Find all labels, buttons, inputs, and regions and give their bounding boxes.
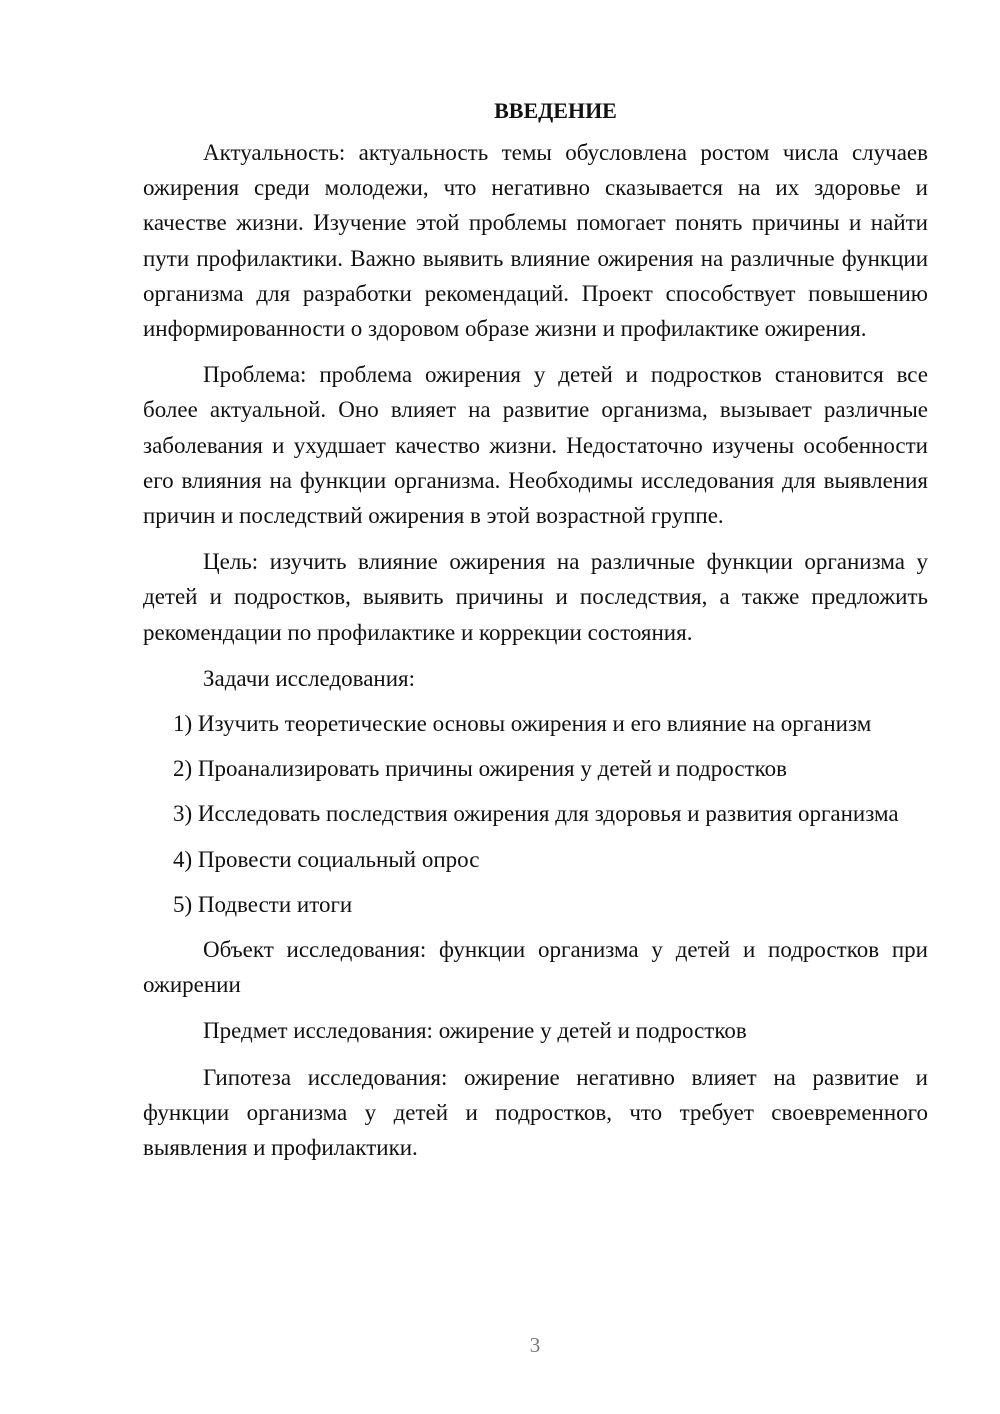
- paragraph-tasks-heading: Задачи исследования:: [203, 665, 416, 691]
- task-item-3: 3) Исследовать последствия ожирения для здоровья и развития организма: [173, 801, 899, 827]
- section-title: ВВЕДЕНИЕ: [494, 98, 617, 123]
- page-number: 3: [529, 1333, 541, 1357]
- paragraph-object: Объект исследования: функции организма у детей и подростков при ожирении: [143, 937, 928, 998]
- paragraph-problem: Проблема: проблема ожирения у детей и подростков становится все более актуальной. Оно влияет на развитие организма, вызывает различные заболевания и ухудшает качество жизни. Недостаточно изучены особенности его влияния на функции организма. Необходимы исследования для выявления причин и последствий ожирения в этой возрастной группе.: [143, 362, 928, 529]
- task-item-2: 2) Проанализировать причины ожирения у детей и подростков: [173, 756, 787, 782]
- paragraph-goal: Цель: изучить влияние ожирения на различные функции организма у детей и подростков, выявить причины и последствия, а также предложить рекомендации по профилактике и коррекции состояния.: [143, 549, 928, 645]
- task-item-4: 4) Провести социальный опрос: [173, 846, 480, 872]
- document-body: [143, 92, 928, 1176]
- task-item-5: 5) Подвести итоги: [173, 891, 353, 917]
- paragraph-relevance: Актуальность: актуальность темы обусловлена ростом числа случаев ожирения среди молодежи, что негативно сказывается на их здоровье и качестве жизни. Изучение этой проблемы помогает понять причины и найти пути профилактики. Важно выявить влияние ожирения на различные функции организма для разработки рекомендаций. Проект способствует повышению информированности о здоровом образе жизни и профилактике ожирения.: [143, 140, 928, 342]
- paragraph-hypothesis: Гипотеза исследования: ожирение негативно влияет на развитие и функции организма у детей и подростков, что требует своевременного выявления и профилактики.: [143, 1064, 928, 1161]
- paragraph-subject: Предмет исследования: ожирение у детей и подростков: [203, 1018, 747, 1044]
- task-item-1: 1) Изучить теоретические основы ожирения и его влияние на организм: [173, 711, 872, 737]
